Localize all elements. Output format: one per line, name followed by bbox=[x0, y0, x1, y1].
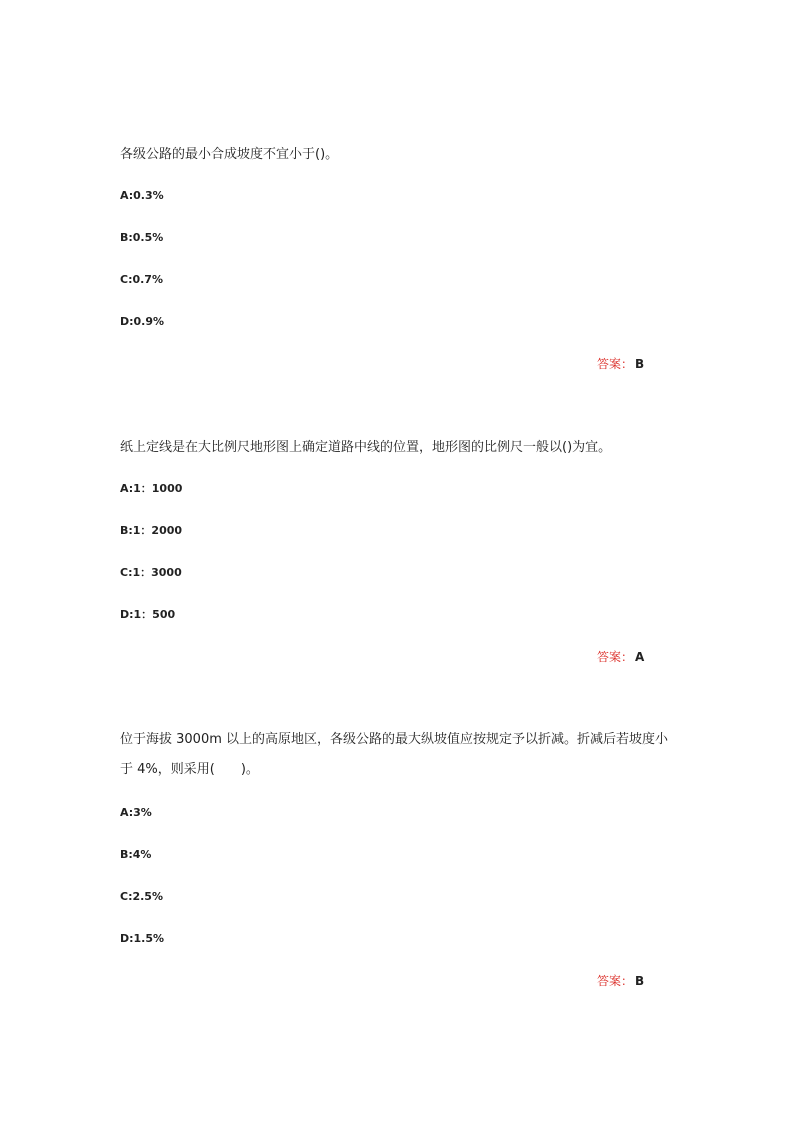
question-2 bbox=[120, 433, 680, 664]
answer bbox=[597, 974, 644, 988]
option-c: C:2.5% bbox=[120, 890, 163, 903]
option-a: A:3% bbox=[120, 806, 152, 819]
question-stem: 纸上定线是在大比例尺地形图上确定道路中线的位置，地形图的比例尺一般以()为宜。 bbox=[120, 440, 612, 455]
question-1 bbox=[120, 140, 680, 371]
option-c: C:1：3000 bbox=[120, 566, 182, 579]
answer bbox=[597, 650, 644, 664]
question-stem: 位于海拔 3000m 以上的高原地区，各级公路的最大纵坡值应按规定予以折减。折减后若坡度小于 4%，则采用( )。 bbox=[120, 732, 669, 777]
option-b: B:0.5% bbox=[120, 231, 164, 244]
option-b: B:1：2000 bbox=[120, 524, 183, 537]
question-stem: 各级公路的最小合成坡度不宜小于()。 bbox=[120, 147, 339, 162]
question-3 bbox=[120, 725, 680, 988]
answer-label: 答案： bbox=[597, 974, 634, 988]
answer-value: A bbox=[635, 650, 645, 664]
answer bbox=[597, 357, 644, 371]
option-d: D:0.9% bbox=[120, 315, 165, 328]
option-b: B:4% bbox=[120, 848, 152, 861]
answer-label: 答案： bbox=[597, 650, 634, 664]
answer-label: 答案： bbox=[597, 357, 634, 371]
option-d: D:1：500 bbox=[120, 608, 176, 621]
option-c: C:0.7% bbox=[120, 273, 163, 286]
answer-value: B bbox=[635, 357, 645, 371]
option-a: A:1：1000 bbox=[120, 482, 183, 495]
answer-value: B bbox=[635, 974, 645, 988]
option-d: D:1.5% bbox=[120, 932, 165, 945]
option-a: A:0.3% bbox=[120, 189, 164, 202]
